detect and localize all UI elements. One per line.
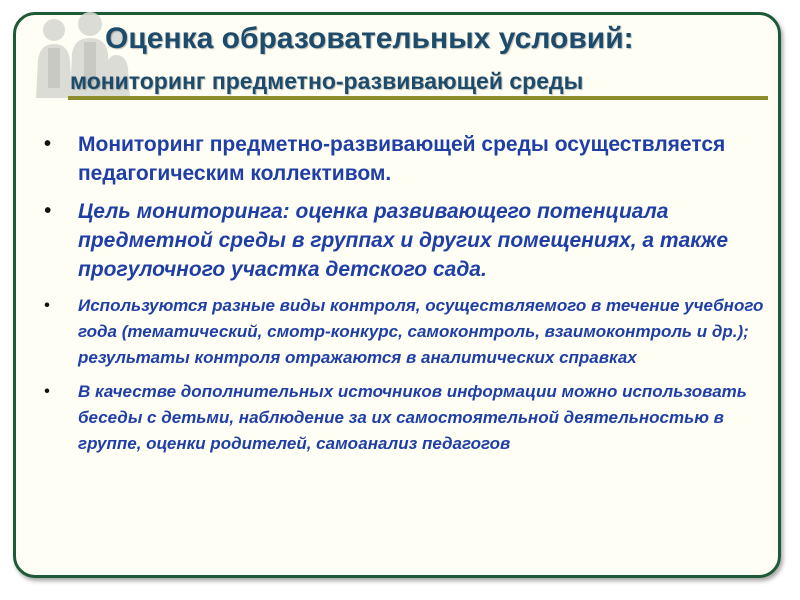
bullet-text: Используются разные виды контроля, осуществляемого в течение учебного года (тематический, смотр-конкурс, самоконтроль, взаимоконтроль и др.); результаты контроля отражаются в аналитических справках [78, 296, 764, 367]
slide-title: Оценка образовательных условий: [105, 22, 634, 55]
bullet-text: В качестве дополнительных источников информации можно использовать беседы с детьми, наблюдение за их самостоятельной деятельностью в группе, оценки родителей, самоанализ педагогов [78, 382, 747, 453]
bullet-item [44, 293, 764, 371]
bullet-item [44, 130, 764, 188]
bullet-marker: • [44, 133, 52, 155]
bullet-marker: • [44, 200, 52, 222]
bullet-list [44, 130, 764, 465]
bullet-item [44, 197, 764, 284]
bullet-text: Цель мониторинга: оценка развивающего потенциала предметной среды в группах и других помещениях, а также прогулочного участка детского сада. [78, 200, 729, 281]
bullet-text: Мониторинг предметно-развивающей среды осуществляется педагогическим коллективом. [78, 133, 726, 185]
bullet-marker: • [44, 297, 50, 314]
bullet-marker: • [44, 383, 50, 400]
slide-subtitle: мониторинг предметно-развивающей среды [70, 68, 584, 94]
bullet-item [44, 379, 764, 457]
title-underline [68, 96, 768, 100]
